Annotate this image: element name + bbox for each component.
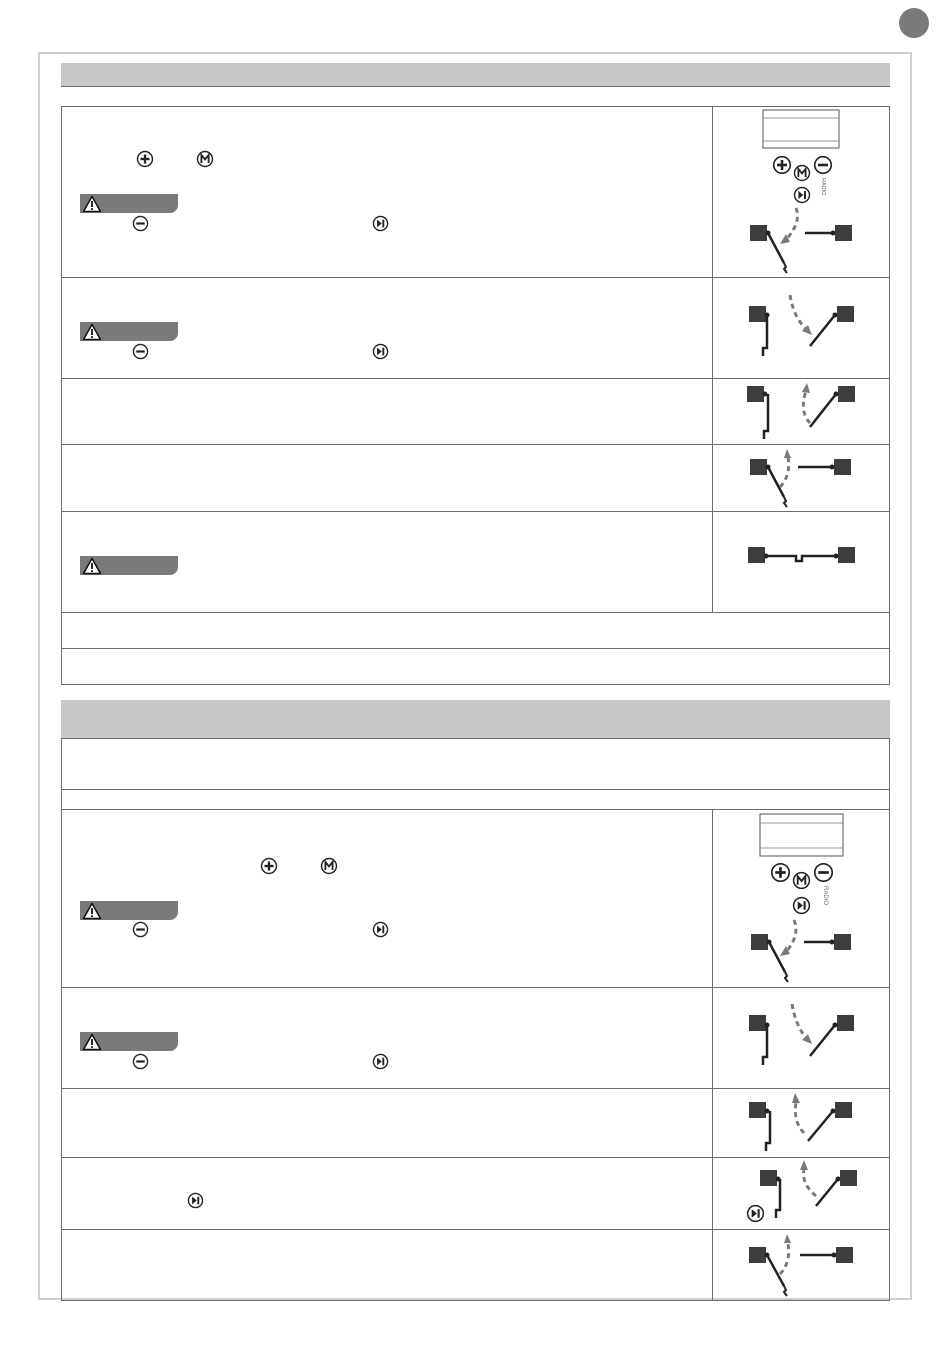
warning-triangle-icon: [82, 195, 102, 213]
plus-key-icon: [774, 157, 791, 174]
warning-triangle-icon: [82, 902, 102, 920]
plus-key-icon: [772, 864, 789, 881]
step-key-icon: [794, 898, 810, 914]
section-1-header-bar: [61, 63, 890, 86]
gate-figure-leaf-close: [740, 445, 870, 510]
warning-badge: [80, 556, 178, 575]
step-button-icon: [372, 921, 389, 938]
section-1-header-rule: [61, 86, 890, 87]
minus-button-icon: [132, 921, 149, 938]
minus-key-icon: [815, 157, 832, 174]
row-divider: [61, 789, 890, 790]
mode-button-icon: [320, 857, 338, 875]
step-key-icon: [795, 188, 810, 203]
radio-label: RADIO: [822, 886, 828, 906]
m-key-icon: [794, 873, 810, 889]
warning-badge: [80, 1032, 178, 1051]
plus-button-icon: [136, 150, 154, 168]
m-key-icon: [795, 166, 810, 181]
row-divider: [61, 987, 890, 988]
section-2-header-bar: [61, 700, 890, 738]
warning-badge: [80, 901, 178, 920]
gate-figure-step-close: [740, 1158, 870, 1228]
gate-figure-close-arrow: [740, 379, 870, 443]
step-key-icon: [748, 1206, 764, 1222]
gate-figure-closed: [740, 530, 870, 580]
gate-figure-close-arrow: [740, 1089, 870, 1155]
row-divider: [61, 511, 890, 512]
warning-badge: [80, 194, 178, 213]
gate-figure-open-arrow: [740, 994, 870, 1084]
row-divider: [61, 277, 890, 278]
gate-figure-leaf-close: [740, 1230, 870, 1300]
section-2-column-divider: [712, 809, 713, 1301]
minus-button-icon: [132, 215, 149, 232]
step-button-icon: [372, 215, 389, 232]
minus-button-icon: [132, 343, 149, 360]
step-button-icon: [372, 1053, 389, 1070]
minus-key-icon: [815, 864, 832, 881]
row-divider: [61, 648, 890, 649]
control-panel-figure: [740, 810, 870, 985]
control-panel-figure: [740, 106, 870, 276]
radio-label: RADIO: [820, 178, 826, 196]
plus-button-icon: [260, 857, 278, 875]
warning-triangle-icon: [82, 323, 102, 341]
mode-button-icon: [196, 150, 214, 168]
minus-button-icon: [132, 1053, 149, 1070]
step-button-icon: [187, 1192, 204, 1209]
warning-triangle-icon: [82, 557, 102, 575]
row-divider: [61, 612, 890, 613]
page-marker-dot: [899, 8, 929, 38]
step-button-icon: [372, 343, 389, 360]
warning-triangle-icon: [82, 1033, 102, 1051]
gate-figure-open-arrow: [740, 285, 870, 375]
section-1-column-divider: [712, 106, 713, 612]
warning-badge: [80, 322, 178, 341]
